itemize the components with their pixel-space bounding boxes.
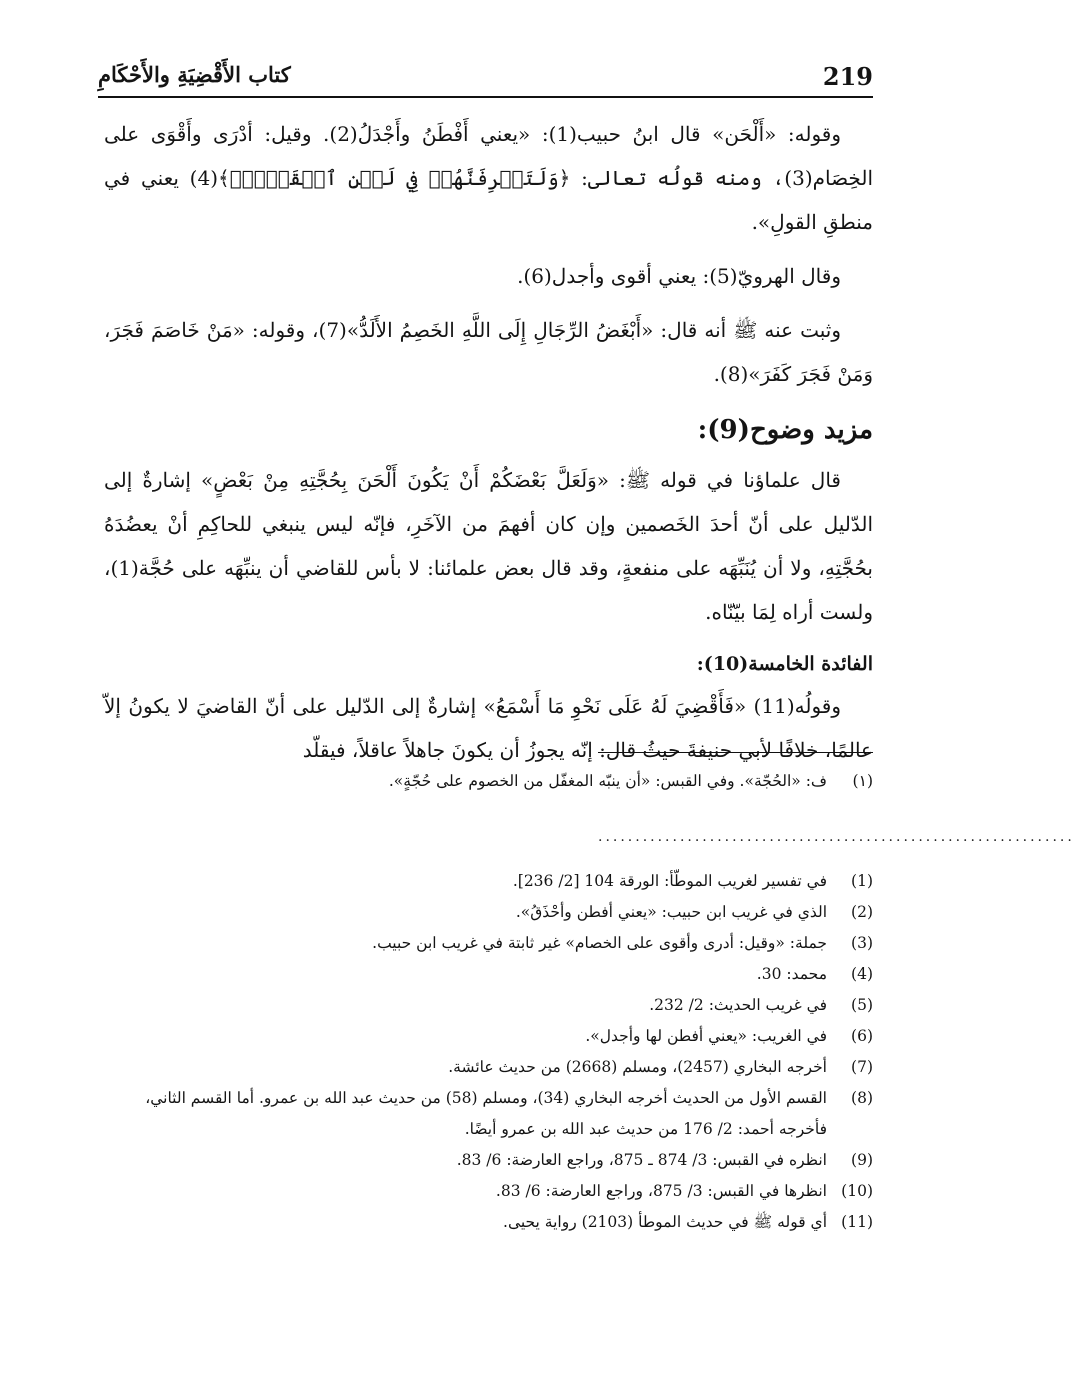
paragraph-alhan: وقوله: «أَلْحَن» قال ابنُ حبيب(1): «يعني أَفْطَنُ وأَجْدَلُ(2). وقيل: أدْرَى وأَقْوَى على الخِصَام(3)، ومنه قولُه تعالى: ﴿وَلَتَعۡرِفَنَّهُمۡ فِي لَحۡنِ ٱلۡقَوۡلِۚ﴾(4) يعني في منطقِ القولِ». <box>104 122 873 234</box>
footnote-item <box>104 1207 873 1238</box>
footnote-number: (8) <box>851 1089 873 1107</box>
edition-footnotes <box>104 766 873 797</box>
paragraph-hadith-khasim: وثبت عنه ﷺ أنه قال: «أَبْغَضُ الرِّجَالِ إِلَى اللَّهِ الخَصِمُ الأَلَدُّ»(7)، وقوله: «مَنْ خَاصَمَ فَجَرَ، وَمَنْ فَجَرَ كَفَرَ»(8). <box>104 318 873 386</box>
book-title: كتاب الأَقْضِيَةِ والأَحْكَامِ <box>98 62 291 87</box>
main-text <box>104 112 873 782</box>
footnote-text: ف: «الحُجّة». وفي القبس: «أن ينبّه المغفّل من الخصوم على حُجّةٍ». <box>388 772 827 790</box>
footnote-number: (11) <box>841 1213 873 1231</box>
footnote-number: (1) <box>851 872 873 890</box>
paragraph-ulama: قال علماؤنا في قوله ﷺ: «وَلَعَلَّ بَعْضَكُمْ أَنْ يَكُونَ أَلْحَنَ بِحُجَّتِهِ مِنْ بَعْضٍ» إشارةٌ إلى الدّليل على أنّ أحدَ الخَصمين وإن كان أفهمَ من الآخَرِ، فإنّه ليس ينبغي للحاكِمِ أنْ يعضُدَهُ بحُجَّتِهِ، ولا أن يُنَبِّهَه على منفعةٍ، وقد قال بعض علمائنا: لا بأس للقاضي أن ينبِّهَه على حُجَّة(1)، ولست أراه لِمَا بيّنّاه. <box>104 468 874 624</box>
footnote-text: في غريب الحديث: 2/ 232. <box>649 996 827 1014</box>
footnote-text: أخرجه البخاري (2457)، ومسلم (2668) من حديث عائشة. <box>448 1058 827 1076</box>
footnote-number: (4) <box>851 965 873 983</box>
paragraph-harawi: وقال الهرويّ(5): يعني أقوى وأجدل(6). <box>517 264 841 288</box>
footnote-item <box>104 1083 873 1145</box>
footnote-number: (6) <box>851 1027 873 1045</box>
footnote-item <box>104 1021 873 1052</box>
paragraph-qadi-alim: وقولُه(11) «فَأَقْضِيَ لَهُ عَلَى نَحْوِ مَا أَسْمَعُ» إشارةٌ إلى الدّليل على أنّ القاضيَ لا يكونُ إلاّ عالمًا، خلافًا لأبي حنيفةَ حيثُ قال: إنّه يجوزُ أن يكونَ جاهلاً عاقلاً، فيقلّد <box>104 694 873 762</box>
footnote-item <box>104 1176 873 1207</box>
footnote-text: جملة: «وقيل: أدرى وأقوى على الخصام» غير ثابتة في غريب ابن حبيب. <box>372 934 827 952</box>
footnote-item <box>104 866 873 897</box>
footnote-number: (9) <box>851 1151 873 1169</box>
section-heading-mazid-wudooh: مزيد وضوح(9): <box>697 415 873 445</box>
footnote-item <box>104 897 873 928</box>
footnote-number: (7) <box>851 1058 873 1076</box>
footnote-text: انظره في القبس: 3/ 874 ـ 875، وراجع العارضة: 6/ 83. <box>456 1151 827 1169</box>
footnote-number: (10) <box>841 1182 873 1200</box>
page-number: 219 <box>822 62 873 91</box>
footnote-text: أي قوله ﷺ في حديث الموطأ (2103) رواية يحيى. <box>503 1213 827 1231</box>
footnote-item <box>104 766 873 797</box>
footnote-number: (5) <box>851 996 873 1014</box>
footnote-item <box>104 959 873 990</box>
footnote-text: الذي في غريب ابن حبيب: «يعني أفطن وأحْذَقُ». <box>515 903 827 921</box>
running-header <box>98 52 873 98</box>
footnote-text: القسم الأول من الحديث أخرجه البخاري (34)، ومسلم (58) من حديث عبد الله بن عمرو. أما القسم الثاني، فأخرجه أحمد: 2/ 176 من حديث عبد الله بن عمرو أيضًا. <box>145 1089 827 1138</box>
footnote-number: (3) <box>851 934 873 952</box>
footnote-number: (2) <box>851 903 873 921</box>
footnote-item <box>104 1052 873 1083</box>
footnote-item <box>104 1145 873 1176</box>
footnote-text: في الغريب: «يعني أفطن لها وأجدل». <box>585 1027 827 1045</box>
footnote-text: محمد: 30. <box>756 965 827 983</box>
footnote-dotted-separator: ................................................................ <box>598 829 1075 845</box>
footnote-item <box>104 928 873 959</box>
editor-footnotes <box>104 866 873 1238</box>
footnote-text: في تفسير لغريب الموطّأ: الورقة 104 [2/ 236]. <box>512 872 827 890</box>
footnote-text: انظرها في القبس: 3/ 875، وراجع العارضة: 6/ 83. <box>495 1182 827 1200</box>
footnote-item <box>104 990 873 1021</box>
footnote-number: (١) <box>852 772 873 790</box>
footnote-separator <box>598 752 873 753</box>
sub-heading-fifth-benefit: الفائدة الخامسة(10): <box>696 653 873 675</box>
